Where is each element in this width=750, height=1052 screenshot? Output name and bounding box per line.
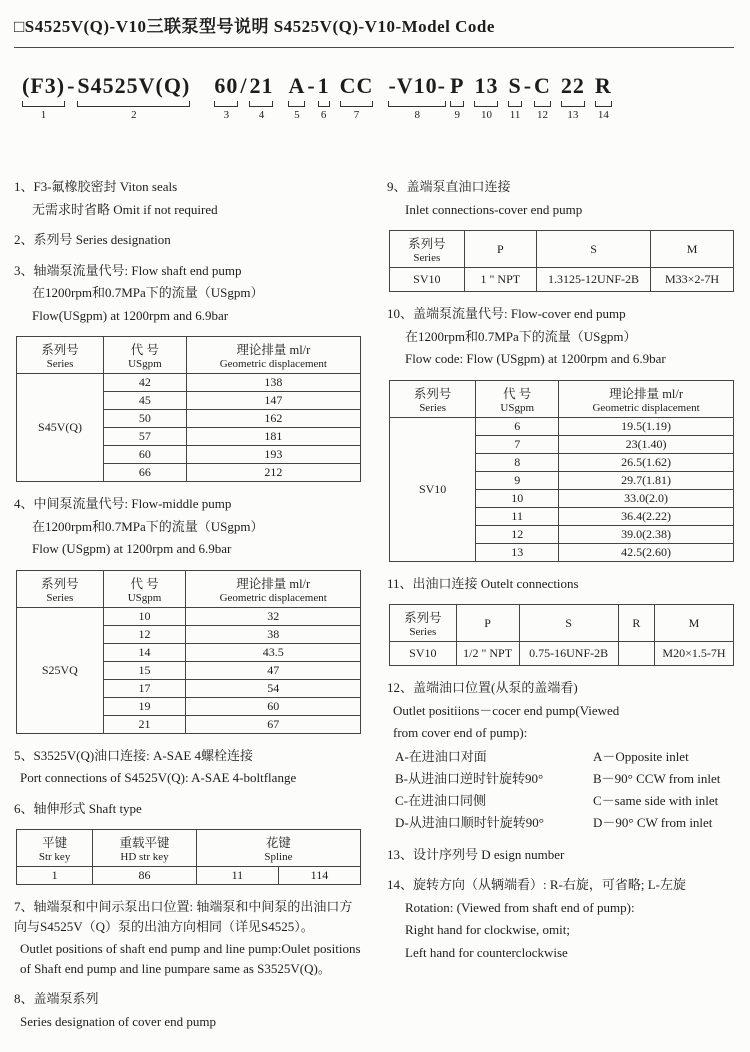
code-text: / [240,73,248,98]
code-cell: 50 [104,410,187,428]
text-line: 9、盖端泵直油口连接 [387,179,511,195]
code-number: 3 [223,109,230,122]
value-cell: 1.3125-12UNF-2B [536,268,650,292]
disp-cell: 138 [186,374,360,392]
cover-end-flow-table [389,380,734,562]
left-column [14,177,361,1042]
code-text: S4525V(Q) [77,73,191,98]
series-cell: S45V(Q) [17,374,104,482]
position-en: A－Opposite inlet [593,748,689,764]
code-text: (F3) [22,73,66,98]
item-1 [14,177,361,219]
series-cell: SV10 [390,417,476,561]
disp-cell: 147 [186,392,360,410]
model-code-segment [450,74,464,121]
text-line: 1、F3-氟橡胶密封 Viton seals [14,179,178,195]
header-cn: 重载平键 [119,836,170,851]
code-number: 4 [258,109,265,122]
disp-cell: 43.5 [186,643,361,661]
position-en: D－90° CW from inlet [593,814,713,830]
header-cn: 系列号 [41,343,79,358]
item-8 [14,989,361,1031]
model-code-segment [561,74,585,121]
col-header-str-key [17,830,93,867]
table-row [17,867,361,885]
item-6 [14,799,361,819]
code-cell: 21 [103,715,186,733]
table-header-row [17,570,361,607]
code-text: - [307,73,316,98]
text-line: Inlet connections-cover end pump [405,201,583,217]
table-header-row [17,830,361,867]
code-number: 10 [480,109,492,122]
position-cn: A-在进油口对面 [395,748,487,764]
series-cell: SV10 [390,642,457,666]
code-text: 21 [249,73,274,98]
code-bracket [318,101,330,107]
code-cell: 8 [476,453,559,471]
text-line: from cover end of pump): [393,725,528,741]
content-columns [14,177,734,1042]
col-header-s: S [519,605,618,642]
disp-cell: 42.5(2.60) [559,543,734,561]
code-cell: 14 [103,643,186,661]
header-en: Geometric displacement [219,358,327,371]
table-header-row [390,605,734,642]
text-paragraph-cn: 7、轴端泵和中间示泵出口位置: 轴端泵和中间泵的出油口方向与S4525V（Q）泵的出油方向相同（详见S4525）。 [14,899,353,934]
code-bracket [249,101,273,107]
code-text: 60 [214,73,239,98]
text-line: 2、系列号 Series designation [14,232,171,248]
code-text: 22 [560,73,585,98]
disp-cell: 26.5(1.62) [559,453,734,471]
value-cell: M33×2-7H [651,268,734,292]
text-line: Outlet positiions－cocer end pump(Viewed [393,702,620,718]
code-bracket [340,101,374,107]
disp-cell: 39.0(2.38) [559,525,734,543]
disp-cell: 23(1.40) [559,435,734,453]
position-en: B－90° CCW from inlet [593,770,721,786]
code-text: S [508,73,522,98]
shaft-end-flow-table [16,336,361,482]
code-number: 8 [414,109,420,122]
item-2 [14,230,361,250]
code-number: 5 [294,109,300,122]
position-cn: D-从进油口顺时针旋转90° [395,814,544,830]
code-bracket [214,101,238,107]
item-9 [387,177,734,219]
code-text: - [523,73,533,98]
disp-cell: 47 [186,661,361,679]
position-cn: B-从进油口逆时针旋转90° [395,770,544,786]
code-cell: 45 [104,392,187,410]
code-cell: 13 [476,543,559,561]
page-header [14,12,734,48]
table-row [17,607,361,625]
disp-cell: 33.0(2.0) [559,489,734,507]
code-bracket [388,101,446,107]
text-line: Series designation of cover end pump [20,1013,217,1029]
col-header-displacement [559,380,734,417]
value-cell: 11 [196,867,278,885]
text-line: 4、中间泵流量代号: Flow-middle pump [14,496,232,512]
col-header-displacement [186,570,361,607]
code-cell: 7 [476,435,559,453]
item-4 [14,494,361,559]
code-text: 13 [474,73,499,98]
inlet-connections-table [389,230,734,292]
code-text: 1 [317,73,330,98]
page-title: □S4525V(Q)-V10三联泵型号说明 S4525V(Q)-V10-Model Code [14,17,495,36]
series-cell: SV10 [390,268,465,292]
code-bracket [534,101,551,107]
code-bracket [595,101,612,107]
col-header-displacement [186,337,360,374]
header-cn: 系列号 [413,386,452,401]
code-bracket [77,101,190,107]
text-line: 3、轴端泵流量代号: Flow shaft end pump [14,262,242,278]
value-cell: 1 [17,867,93,885]
header-en: USgpm [127,591,162,604]
header-cn: 代 号 [503,386,532,401]
shaft-type-table [16,829,361,885]
code-number: 12 [536,109,548,122]
col-header-series [390,380,476,417]
header-cn: 理论排量 ml/r [236,343,311,358]
right-column [387,177,734,1042]
code-bracket [450,101,464,107]
code-text: R [594,73,612,98]
header-en: Series [419,401,447,414]
disp-cell: 181 [186,428,360,446]
text-line: Right hand for clockwise, omit; [405,922,571,938]
header-cn: 理论排量 ml/r [236,576,311,591]
text-line: 11、出油口连接 Outelt connections [387,575,579,591]
table-header-row [390,231,734,268]
disp-cell: 212 [186,464,360,482]
col-header-p: P [456,605,519,642]
col-header-p: P [464,231,536,268]
disp-cell: 19.5(1.19) [559,417,734,435]
header-cn: 系列号 [408,237,446,252]
item-10 [387,304,734,369]
disp-cell: 29.7(1.81) [559,471,734,489]
col-header-code [104,337,187,374]
text-line: Flow code: Flow (USgpm) at 1200rpm and 6.9bar [405,351,666,367]
header-en: USgpm [128,358,162,371]
model-code-separator [524,74,532,109]
position-cn: C-在进油口同侧 [395,792,487,808]
header-en: Spline [264,851,293,864]
col-header-series [17,570,104,607]
code-bracket [22,101,65,107]
header-en: Series [46,358,74,371]
disp-cell: 60 [186,697,361,715]
code-cell: 9 [476,471,559,489]
code-bracket [474,101,498,107]
code-cell: 66 [104,464,187,482]
value-cell: 114 [278,867,360,885]
code-cell: 19 [103,697,186,715]
series-cell: S25VQ [17,607,104,733]
code-cell: 11 [476,507,559,525]
code-cell: 60 [104,446,187,464]
text-line: 在1200rpm和0.7MPa下的流量（USgpm） [32,518,264,534]
model-code-separator [307,74,315,109]
model-code-segment [22,74,65,121]
header-en: USgpm [500,401,535,414]
code-cell: 6 [476,417,559,435]
text-line: 在1200rpm和0.7MPa下的流量（USgpm） [32,285,264,301]
code-number: 6 [320,109,327,122]
code-number: 14 [597,109,609,122]
code-number: 9 [454,109,460,122]
model-code-segment [508,74,521,121]
code-text: A [288,73,306,98]
code-bracket [508,101,521,107]
text-line: 8、盖端泵系列 [14,991,99,1007]
code-cell: 57 [104,428,187,446]
table-row [17,374,361,392]
col-header-hd-str-key [93,830,197,867]
header-en: Series [409,626,437,639]
item-3 [14,261,361,326]
code-cell: 17 [103,679,186,697]
text-line: Flow (USgpm) at 1200rpm and 6.9bar [32,541,232,557]
disp-cell: 54 [186,679,361,697]
col-header-m: M [654,605,733,642]
code-cell: 10 [103,607,186,625]
header-cn: 平键 [42,836,68,851]
code-text: P [449,73,465,98]
header-en: Geometric displacement [592,401,700,414]
col-header-m: M [651,231,734,268]
item-14 [387,875,734,962]
model-code-segment [77,74,190,121]
text-line: 5、S3525V(Q)油口连接: A-SAE 4螺栓连接 [14,747,254,763]
header-en: Geometric displacement [219,591,327,604]
disp-cell: 193 [186,446,360,464]
code-number: 11 [509,109,521,122]
header-cn: 花键 [265,836,291,851]
disp-cell: 38 [186,625,361,643]
value-cell: 1 " NPT [464,268,536,292]
table-header-row [390,380,734,417]
outlet-position-row [387,790,734,812]
disp-cell: 67 [186,715,361,733]
text-line: 10、盖端泵流量代号: Flow-cover end pump [387,306,626,322]
col-header-spline [196,830,360,867]
header-cn: 系列号 [41,576,79,591]
item-5 [14,746,361,788]
model-code-segment [388,74,446,121]
text-line: Port connections of S4525V(Q): A-SAE 4-boltflange [20,770,297,786]
text-line: 14、旋转方向（从辆端看）: R-右旋，可省略; L-左旋 [387,877,686,893]
header-en: Series [413,252,441,265]
col-header-series [390,231,465,268]
header-cn: 代 号 [130,343,159,358]
text-line: Rotation: (Viewed from shaft end of pump): [405,899,635,915]
position-en: C－same side with inlet [593,792,719,808]
text-line: 无需求时省略 Omit if not required [32,201,218,217]
table-row [390,268,734,292]
disp-cell: 162 [186,410,360,428]
model-code-segment [474,74,498,121]
code-text: - [67,73,76,98]
model-code-separator [67,74,75,109]
col-header-r: R [618,605,654,642]
text-line: 在1200rpm和0.7MPa下的流量（USgpm） [405,328,637,344]
col-header-series [17,337,104,374]
model-code-segment [595,74,612,121]
disp-cell: 36.4(2.22) [559,507,734,525]
outlet-connections-table [389,604,734,666]
col-header-code [476,380,559,417]
text-line: 12、盖端油口位置(从泵的盖端看) [387,680,578,696]
code-cell: 10 [476,489,559,507]
model-code-segment [340,74,374,121]
item-12 [387,678,734,834]
outlet-position-row [387,746,734,768]
model-code-segment [249,74,273,121]
text-line: 13、设计序列号 D esign number [387,846,565,862]
text-line: 6、轴伸形式 Shaft type [14,800,142,816]
code-bracket [288,101,305,107]
header-cn: 代 号 [130,576,159,591]
value-cell: 1/2 " NPT [456,642,519,666]
code-cell: 15 [103,661,186,679]
item-7 [14,897,361,978]
middle-pump-flow-table [16,570,361,734]
code-number: 1 [40,109,47,122]
code-number: 2 [131,109,137,122]
text-line: Left hand for counterclockwise [405,944,568,960]
model-code [20,74,734,121]
header-cn: 系列号 [404,611,442,626]
code-cell: 12 [103,625,186,643]
value-cell: M20×1.5-7H [654,642,733,666]
model-code-segment [318,74,330,121]
text-paragraph-en: Outlet positions of shaft end pump and line pump:Oulet positions of Shaft end pump and line pumpare same as S3525V(Q)。 [20,941,361,976]
code-cell: 12 [476,525,559,543]
table-row [390,417,734,435]
model-code-segment [214,74,238,121]
col-header-code [103,570,186,607]
code-number: 13 [567,109,579,122]
header-en: Series [46,591,74,604]
disp-cell: 32 [186,607,361,625]
table-header-row [17,337,361,374]
text-line: Flow(USgpm) at 1200rpm and 6.9bar [32,307,229,323]
outlet-position-row [387,812,734,834]
header-en: HD str key [120,851,169,864]
model-code-segment [534,74,551,121]
code-text: CC [339,73,374,98]
code-cell: 42 [104,374,187,392]
header-cn: 理论排量 ml/r [609,386,684,401]
value-cell: 0.75-16UNF-2B [519,642,618,666]
table-row [390,642,734,666]
code-bracket [561,101,585,107]
col-header-series [390,605,457,642]
code-text: -V10- [388,73,446,98]
outlet-position-row [387,768,734,790]
value-cell [618,642,654,666]
item-11 [387,574,734,594]
header-en: Str key [38,851,71,864]
model-code-segment [288,74,305,121]
item-13 [387,845,734,865]
model-code-separator [240,74,247,109]
col-header-s: S [536,231,650,268]
code-number: 7 [353,109,360,122]
value-cell: 86 [93,867,197,885]
code-text: C [534,73,551,98]
